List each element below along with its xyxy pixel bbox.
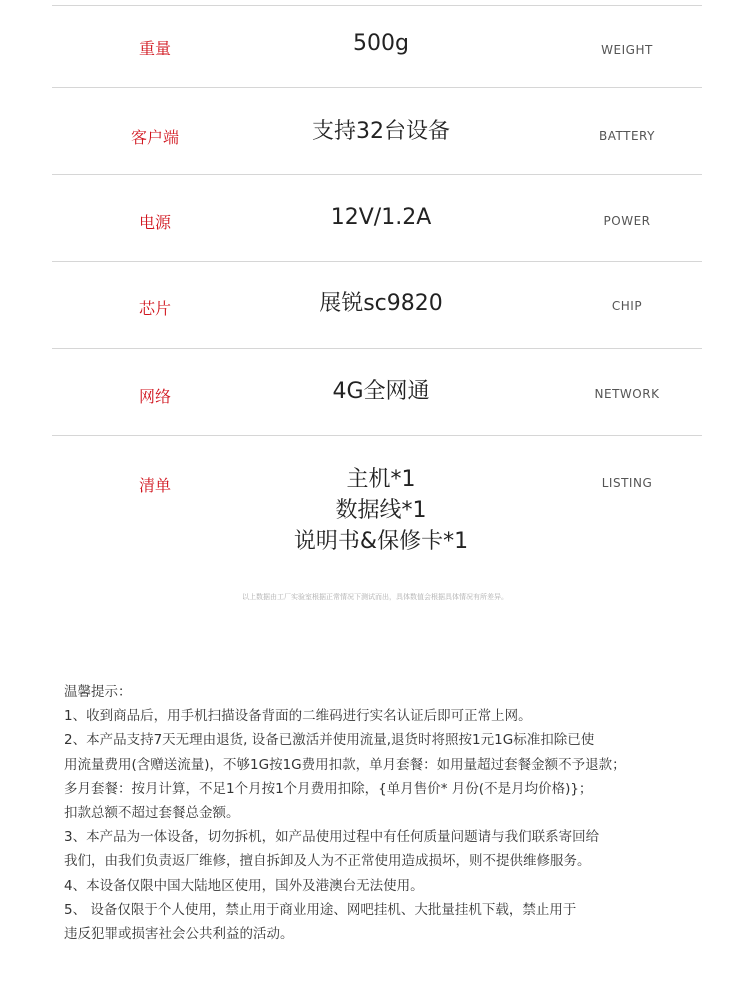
spec-label: 网络 <box>138 387 171 406</box>
spec-value: 12V/1.2A <box>330 205 432 230</box>
notes-line: 多月套餐：按月计算，不足1个月按1个月费用扣除，{单月售价* 月份(不是月均价格)}； <box>64 780 593 797</box>
spec-english-label: LISTING <box>601 476 653 490</box>
spec-english-label: WEIGHT <box>601 43 653 57</box>
notes-line: 扣款总额不超过套餐总金额。 <box>64 805 240 822</box>
notes-title: 温馨提示： <box>64 684 132 700</box>
notes-line: 我们，由我们负责返厂维修，擅自拆卸及人为不正常使用造成损坏，则不提供维修服务。 <box>64 853 591 870</box>
notes-line: 用流量费用(含赠送流量)，不够1G按1G费用扣款，单月套餐：如用量超过套餐金额不予退款； <box>64 756 626 773</box>
spec-label: 清单 <box>138 476 171 495</box>
notes-line: 1、收到商品后，用手机扫描设备背面的二维码进行实名认证后即可正常上网。 <box>64 708 532 725</box>
notes-section <box>64 680 704 946</box>
notes-line: 3、本产品为一体设备，切勿拆机，如产品使用过程中有任何质量问题请与我们联系寄回给 <box>64 829 600 846</box>
spec-english-label: POWER <box>603 214 651 228</box>
list-item: 主机*1 <box>346 467 416 492</box>
spec-value: 500g <box>353 31 409 56</box>
spec-english-label: NETWORK <box>594 387 660 401</box>
spec-label: 重量 <box>138 39 171 58</box>
spec-row-power <box>52 175 702 262</box>
spec-row-weight <box>52 0 702 88</box>
disclaimer-text: 以上数据由工厂实验室根据正常情况下测试而出，具体数值会根据具体情况有所差异。 <box>242 593 508 601</box>
list-item: 说明书&保修卡*1 <box>293 529 469 554</box>
spec-label: 芯片 <box>138 299 171 318</box>
spec-table <box>52 0 702 576</box>
list-item: 数据线*1 <box>335 498 427 523</box>
spec-english-label: CHIP <box>611 299 643 313</box>
spec-english-label: BATTERY <box>599 129 655 143</box>
spec-label: 电源 <box>138 213 171 232</box>
spec-row-client <box>52 88 702 175</box>
spec-value: 支持32台设备 <box>312 119 450 144</box>
notes-line: 5、 设备仅限于个人使用，禁止用于商业用途、网吧挂机、大批量挂机下载，禁止用于 <box>64 901 577 918</box>
notes-line: 2、本产品支持7天无理由退货, 设备已激活并使用流量,退货时将照按1元1G标准扣除已使 <box>64 732 595 749</box>
spec-row-chip <box>52 262 702 349</box>
notes-line: 4、本设备仅限中国大陆地区使用，国外及港澳台无法使用。 <box>64 877 424 894</box>
spec-value: 展锐sc9820 <box>319 291 443 316</box>
spec-row-network <box>52 349 702 436</box>
notes-line: 违反犯罪或损害社会公共利益的活动。 <box>64 926 294 943</box>
spec-value: 4G全网通 <box>332 379 430 404</box>
spec-value-list <box>258 464 504 557</box>
spec-row-listing <box>52 436 702 576</box>
spec-label: 客户端 <box>130 128 179 147</box>
